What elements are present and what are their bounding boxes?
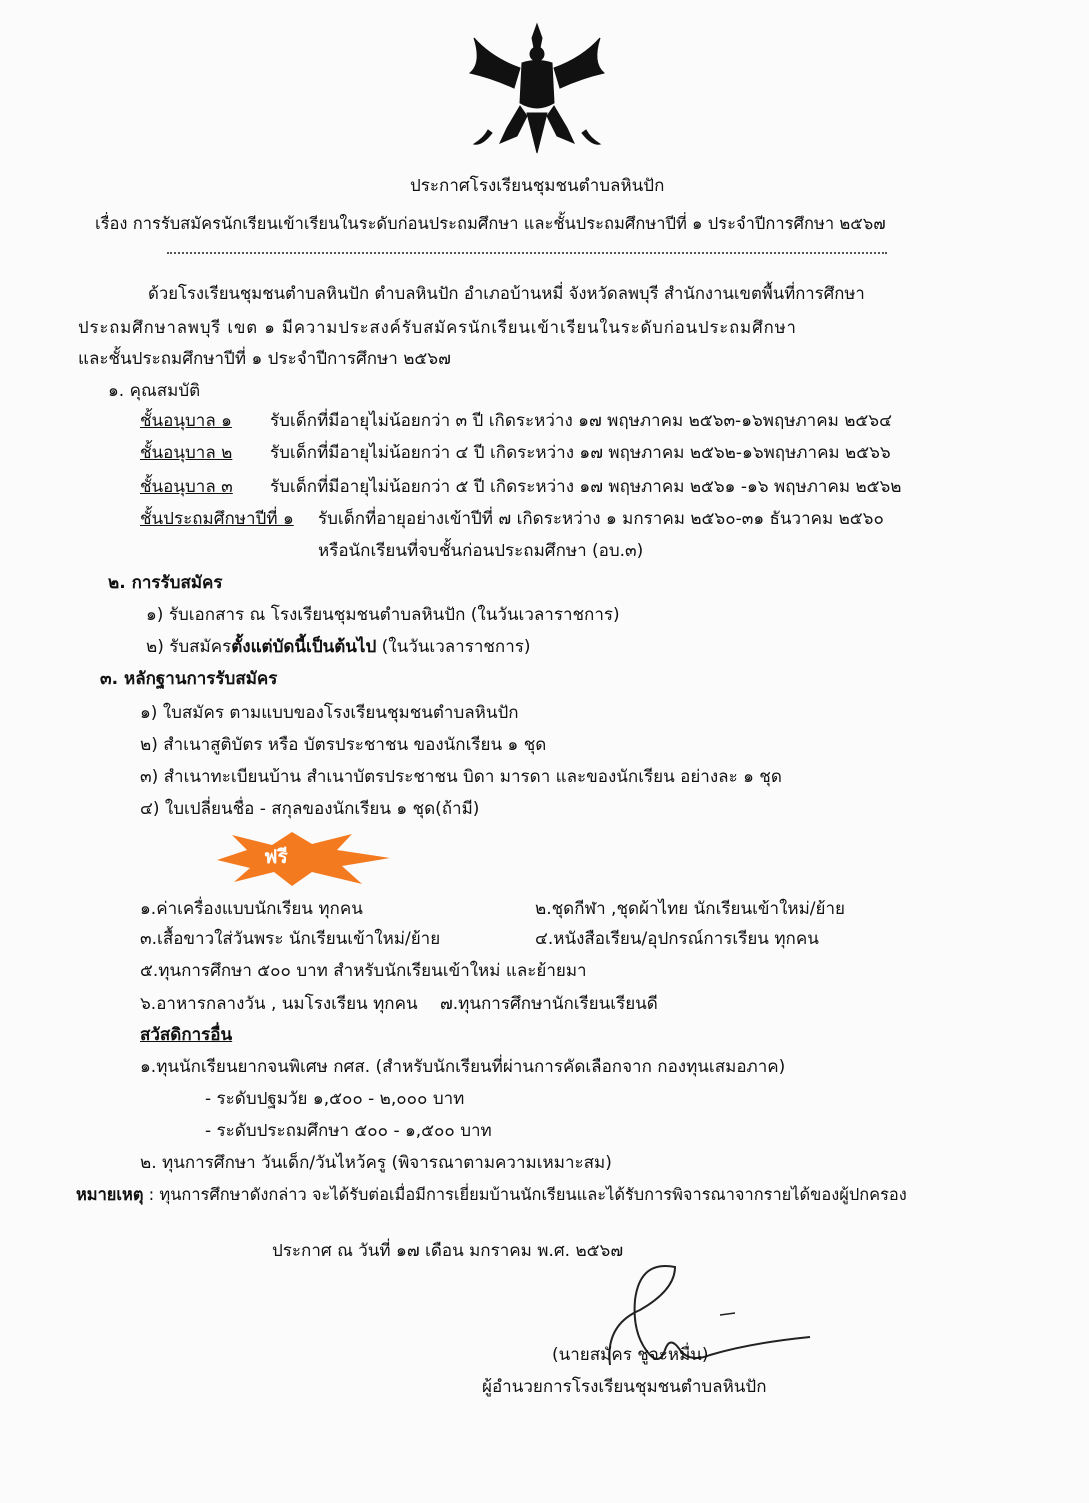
welfare-item: ๒. ทุนการศึกษา วันเด็ก/วันไหว้ครู (พิจารณาตามความเหมาะสม) [140, 1153, 612, 1173]
evidence-item: ๓) สำเนาทะเบียนบ้าน สำเนาบัตรประชาชน บิดา มารดา และของนักเรียน อย่างละ ๑ ชุด [140, 767, 782, 787]
grade-detail: รับเด็กที่มีอายุไม่น้อยกว่า ๕ ปี เกิดระหว่าง ๑๗ พฤษภาคม ๒๕๖๑ -๑๖ พฤษภาคม ๒๕๖๒ [270, 477, 902, 497]
grade-label: ชั้นอนุบาล ๓ [140, 477, 233, 497]
welfare-item: ๑.ทุนนักเรียนยากจนพิเศษ กศส. (สำหรับนักเรียนที่ผ่านการคัดเลือกจาก กองทุนเสมอภาค) [140, 1057, 786, 1077]
grade-label: ชั้นอนุบาล ๒ [140, 443, 233, 463]
grade-label: ชั้นอนุบาล ๑ [140, 411, 232, 431]
free-badge-starburst [212, 830, 392, 888]
grade-detail: รับเด็กที่มีอายุไม่น้อยกว่า ๓ ปี เกิดระหว่าง ๑๗ พฤษภาคม ๒๕๖๓-๑๖พฤษภาคม ๒๕๖๔ [270, 411, 892, 431]
intro-line-3: และชั้นประถมศึกษาปีที่ ๑ ประจำปีการศึกษา ๒๕๖๗ [78, 349, 451, 369]
evidence-item: ๒) สำเนาสูติบัตร หรือ บัตรประชาชน ของนักเรียน ๑ ชุด [140, 735, 547, 755]
application-heading: ๒. การรับสมัคร [108, 573, 223, 593]
grade-detail: รับเด็กที่มีอายุไม่น้อยกว่า ๔ ปี เกิดระหว่าง ๑๗ พฤษภาคม ๒๕๖๒-๑๖พฤษภาคม ๒๕๖๖ [270, 443, 891, 463]
announcement-subject: เรื่อง การรับสมัครนักเรียนเข้าเรียนในระดับก่อนประถมศึกษา และชั้นประถมศึกษาปีที่ ๑ ประจำปีการศึกษา ๒๕๖๗ [95, 214, 886, 233]
evidence-item: ๔) ใบเปลี่ยนชื่อ - สกุลของนักเรียน ๑ ชุด(ถ้ามี) [140, 799, 480, 819]
garuda-emblem-icon [462, 18, 612, 158]
application-item: ๑) รับเอกสาร ณ โรงเรียนชุมชนตำบลหินปัก (ในวันเวลาราชการ) [146, 605, 620, 625]
free-item: ๖.อาหารกลางวัน , นมโรงเรียน ทุกคน [140, 994, 418, 1014]
welfare-subitem: - ระดับประถมศึกษา ๕๐๐ - ๑,๕๐๐ บาท [205, 1121, 492, 1141]
qualifications-heading: ๑. คุณสมบัติ [108, 381, 201, 401]
signer-name: (นายสมัคร ชูจะหมื่น) [552, 1345, 709, 1365]
free-badge: ฟรี [264, 846, 288, 868]
announce-date: ประกาศ ณ วันที่ ๑๗ เดือน มกราคม พ.ศ. ๒๕๖๗ [272, 1241, 624, 1261]
intro-line-1: ด้วยโรงเรียนชุมชนตำบลหินปัก ตำบลหินปัก อำเภอบ้านหมี่ จังหวัดลพบุรี สำนักงานเขตพื้นที่การศึกษา [148, 283, 865, 303]
application-item: ๒) รับสมัครตั้งแต่บัดนี้เป็นต้นไป (ในวันเวลาราชการ) [146, 637, 531, 657]
grade-continuation: หรือนักเรียนที่จบชั้นก่อนประถมศึกษา (อบ.๓) [318, 541, 644, 561]
free-item: ๑.ค่าเครื่องแบบนักเรียน ทุกคน [140, 899, 363, 919]
welfare-subitem: - ระดับปฐมวัย ๑,๕๐๐ - ๒,๐๐๐ บาท [205, 1089, 465, 1109]
signer-position: ผู้อำนวยการโรงเรียนชุมชนตำบลหินปัก [482, 1377, 767, 1397]
evidence-item: ๑) ใบสมัคร ตามแบบของโรงเรียนชุมชนตำบลหินปัก [140, 703, 519, 723]
announcement-title: ประกาศโรงเรียนชุมชนตำบลหินปัก [410, 176, 665, 196]
free-item: ๗.ทุนการศึกษานักเรียนเรียนดี [440, 994, 658, 1014]
free-item: ๕.ทุนการศึกษา ๕๐๐ บาท สำหรับนักเรียนเข้าใหม่ และย้ายมา [140, 961, 587, 981]
divider [167, 252, 887, 254]
evidence-heading: ๓. หลักฐานการรับสมัคร [100, 669, 278, 689]
grade-label: ชั้นประถมศึกษาปีที่ ๑ [140, 509, 294, 529]
grade-detail: รับเด็กที่อายุอย่างเข้าปีที่ ๗ เกิดระหว่าง ๑ มกราคม ๒๕๖๐-๓๑ ธันวาคม ๒๕๖๐ [318, 509, 884, 529]
free-item: ๒.ชุดกีฬา ,ชุดผ้าไทย นักเรียนเข้าใหม่/ย้าย [535, 899, 845, 919]
free-item: ๓.เสื้อขาวใส่วันพระ นักเรียนเข้าใหม่/ย้าย [140, 929, 441, 949]
welfare-heading: สวัสดิการอื่น [140, 1025, 233, 1045]
free-item: ๔.หนังสือเรียน/อุปกรณ์การเรียน ทุกคน [535, 929, 819, 949]
intro-line-2: ประถมศึกษาลพบุรี เขต ๑ มีความประสงค์รับสมัครนักเรียนเข้าเรียนในระดับก่อนประถมศึกษา [78, 317, 797, 337]
note: หมายเหตุ : ทุนการศึกษาดังกล่าว จะได้รับต่อเมื่อมีการเยี่ยมบ้านนักเรียนและได้รับการพิจารณาจากรายได้ของผู้ปกครอง [76, 1185, 907, 1204]
